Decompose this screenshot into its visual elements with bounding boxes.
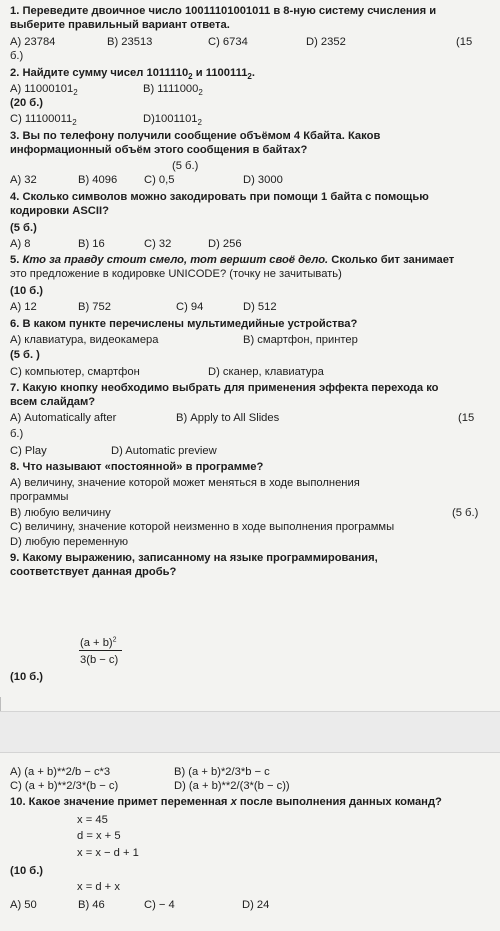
question-9-text: 9. Какому выражению, записанному на языке программирования, (10, 552, 378, 564)
question-8-text: 8. Что называют «постоянной» в программе? (10, 461, 264, 473)
q5-option-d: D) 512 (243, 301, 277, 313)
question-4-text: 4. Сколько символов можно закодировать при помощи 1 байта с помощью (10, 191, 429, 203)
page-corner-right (490, 697, 500, 712)
q10-option-b: В) 46 (78, 899, 105, 911)
question-5-text-cont: это предложение в кодировке UNICODE? (точку не зачитывать) (10, 268, 342, 280)
q5-option-c: С) 94 (176, 301, 204, 313)
q10-option-d: D) 24 (242, 899, 270, 911)
q1-option-b: В) 23513 (107, 36, 153, 48)
fraction-denominator: 3(b − c) (80, 654, 119, 666)
q2-option-a: А) $11000101_2$ (10, 83, 78, 98)
code-line-4: x = d + x (77, 881, 120, 893)
q5-option-b: В) 752 (78, 301, 111, 313)
question-10-text: 10. Какое значение примет переменная x после выполнения данных команд? (10, 796, 442, 808)
code-line-1: x = 45 (77, 814, 108, 826)
q3-option-d: D) 3000 (243, 174, 283, 186)
page-corner-left (0, 697, 11, 712)
q6-option-a: А) клавиатура, видеокамера (10, 334, 159, 346)
q9-option-a: А) (a + b)**2/b − c*3 (10, 766, 111, 778)
q6-option-d: D) сканер, клавиатура (208, 366, 324, 378)
q10-points: (10 б.) (10, 865, 44, 877)
question-2-text: 2. Найдите сумму чисел $1011110_2$ и $1100111_2$. (10, 67, 255, 82)
q7-points-cont: б.) (10, 428, 24, 440)
q2-option-c: С) $11100011_2$ (10, 113, 77, 128)
q3-points: (5 б.) (172, 160, 199, 172)
q4-option-b: В) 16 (78, 238, 105, 250)
question-1-text-cont: выберите правильный вариант ответа. (10, 19, 230, 31)
q1-option-d: D) 2352 (306, 36, 346, 48)
q6-points: (5 б. ) (10, 349, 40, 361)
q9-points: (10 б.) (10, 671, 44, 683)
question-3-text: 3. Вы по телефону получили сообщение объёмом 4 Кбайта. Каков (10, 130, 381, 142)
q1-option-c: С) 6734 (208, 36, 248, 48)
page-break (0, 712, 500, 752)
q9-option-c: С) (a + b)**2/3*(b − c) (10, 780, 119, 792)
q2-option-b: В) $1111000_2$ (143, 83, 203, 98)
question-6-text: 6. В каком пункте перечислены мультимедийные устройства? (10, 318, 358, 330)
q1-points-cont: б.) (10, 50, 24, 62)
q3-option-b: В) 4096 (78, 174, 118, 186)
q3-option-a: А) 32 (10, 174, 37, 186)
code-line-3: x = x − d + 1 (77, 847, 139, 859)
q10-option-c: С) − 4 (144, 899, 175, 911)
q2-points: (20 б.) (10, 97, 44, 109)
question-5-text: 5. Кто за правду стоит смело, тот вершит своё дело. Сколько бит занимает (10, 254, 455, 266)
q4-option-d: D) 256 (208, 238, 242, 250)
q8-option-a-cont: программы (10, 491, 69, 503)
q6-option-c: С) компьютер, смартфон (10, 366, 140, 378)
code-line-2: d = x + 5 (77, 830, 121, 842)
question-1-text: 1. Переведите двоичное число 10011101001011 в 8-ную систему счисления и (10, 5, 437, 17)
q2-option-d: $D)1001101_2$ (143, 113, 202, 128)
q7-option-c: С) Play (10, 445, 47, 457)
q5-points: (10 б.) (10, 285, 44, 297)
q9-option-d: D) (a + b)**2/(3*(b − c)) (174, 780, 290, 792)
page-break-bottom-edge (0, 752, 500, 753)
q8-option-d: D) любую переменную (10, 536, 129, 548)
q5-option-a: А) 12 (10, 301, 37, 313)
q4-option-c: С) 32 (144, 238, 172, 250)
q3-option-c: С) 0,5 (144, 174, 175, 186)
fraction-numerator: $(a + b)^2$ (80, 636, 117, 649)
q8-option-b: В) любую величину (10, 507, 111, 519)
q8-points: (5 б.) (452, 507, 479, 519)
question-4-text-cont: кодировки ASCII? (10, 205, 109, 217)
q4-option-a: А) 8 (10, 238, 31, 250)
q8-option-a: А) величину, значение которой может меняться в ходе выполнения (10, 477, 360, 489)
q7-option-b: В) Apply to All Slides (176, 412, 280, 424)
q1-points: (15 (456, 36, 473, 48)
q8-option-c: С) величину, значение которой неизменно в ходе выполнения программы (10, 521, 395, 533)
q6-option-b: В) смартфон, принтер (243, 334, 358, 346)
q4-points: (5 б.) (10, 222, 37, 234)
q7-points: (15 (458, 412, 475, 424)
question-7-text: 7. Какую кнопку необходимо выбрать для применения эффекта перехода ко (10, 382, 439, 394)
q1-option-a: А) 23784 (10, 36, 56, 48)
q10-option-a: А) 50 (10, 899, 37, 911)
question-9-text-cont: соответствует данная дробь? (10, 566, 177, 578)
question-7-text-cont: всем слайдам? (10, 396, 96, 408)
q7-option-d: D) Automatic preview (111, 445, 217, 457)
q7-option-a: А) Automatically after (10, 412, 117, 424)
fraction-bar (79, 650, 122, 651)
q9-option-b: B) (a + b)*2/3*b − c (174, 766, 270, 778)
question-3-text-cont: информационный объём этого сообщения в байтах? (10, 144, 308, 156)
